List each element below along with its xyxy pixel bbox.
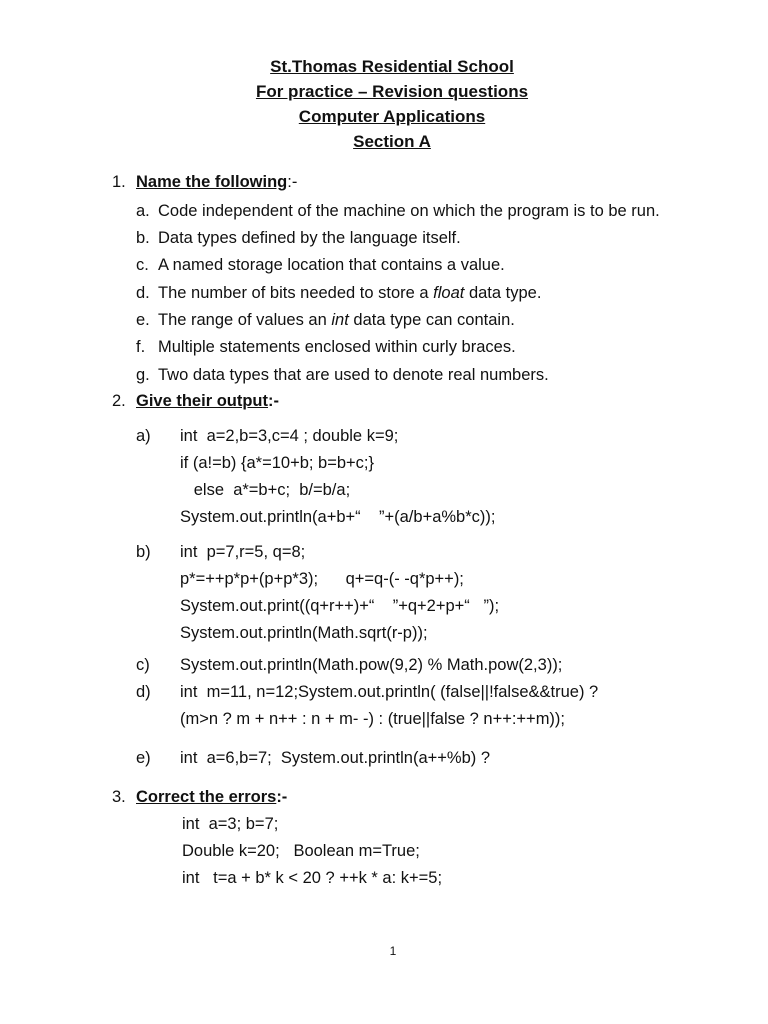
q2-part-label: b) xyxy=(136,543,151,561)
q3-heading-suffix: :- xyxy=(276,788,288,806)
code-line: System.out.println(a+b+“ ”+(a/b+a%b*c)); xyxy=(180,508,496,526)
code-line: if (a!=b) {a*=10+b; b=b+c;} xyxy=(180,454,375,472)
q1-item-text-pre: The number of bits needed to store a xyxy=(158,284,434,302)
code-line: else a*=b+c; b/=b/a; xyxy=(180,481,351,499)
code-line: int p=7,r=5, q=8; xyxy=(180,543,306,561)
school-title: St.Thomas Residential School xyxy=(270,57,514,76)
q1-item-letter: g. xyxy=(136,366,150,384)
q1-item-letter: a. xyxy=(136,202,150,220)
purpose-title: For practice – Revision questions xyxy=(255,82,529,101)
q1-item-text: Code independent of the machine on which the program is to be run. xyxy=(158,202,660,220)
q1-item-text-post: data type can contain. xyxy=(348,311,515,329)
q1-item-text-em: float xyxy=(433,284,465,302)
q1-item-text: Two data types that are used to denote real numbers. xyxy=(158,366,549,384)
code-line: System.out.println(Math.pow(9,2) % Math.pow(2,3)); xyxy=(180,656,563,674)
q2-heading-text: Give their output xyxy=(136,392,268,410)
q2-part-label: a) xyxy=(136,427,151,445)
code-line: p*=++p*p+(p+p*3); q+=q-(- -q*p++); xyxy=(180,570,464,588)
q2-part-label: e) xyxy=(136,749,151,767)
code-line: int a=6,b=7; System.out.println(a++%b) ? xyxy=(180,749,491,767)
code-line: System.out.println(Math.sqrt(r-p)); xyxy=(180,624,428,642)
code-line: System.out.print((q+r++)+“ ”+q+2+p+“ ”); xyxy=(180,597,500,615)
q2-heading-suffix: :- xyxy=(268,392,279,410)
code-line: (m>n ? m + n++ : n + m- -) : (true||false ? n++:++m)); xyxy=(180,710,566,728)
q1-item-letter: e. xyxy=(136,311,150,329)
section-title: Section A xyxy=(353,132,431,151)
q1-item-letter: c. xyxy=(136,256,149,274)
q1-item-text xyxy=(158,311,515,330)
code-line: int t=a + b* k < 20 ? ++k * a: k+=5; xyxy=(182,869,443,887)
q1-item-text-em: int xyxy=(331,311,349,329)
q2-part-label: d) xyxy=(136,683,151,701)
q3-heading-text: Correct the errors xyxy=(136,788,277,806)
q1-item-text-pre: The range of values an xyxy=(158,311,332,329)
q2-part-label: c) xyxy=(136,656,150,674)
q1-heading-text: Name the following xyxy=(136,173,288,191)
q1-item-text-post: data type. xyxy=(464,284,542,302)
q1-number: 1. xyxy=(112,173,126,191)
q1-item-letter: f. xyxy=(136,338,146,356)
code-line: Double k=20; Boolean m=True; xyxy=(182,842,420,860)
q1-item-text: Multiple statements enclosed within curly braces. xyxy=(158,338,516,356)
code-line: int m=11, n=12;System.out.println( (false||!false&&true) ? xyxy=(180,683,599,701)
page-number: 1 xyxy=(389,944,397,958)
q2-heading xyxy=(136,392,279,411)
q1-heading-suffix: :- xyxy=(287,173,298,191)
q1-item-letter: b. xyxy=(136,229,150,247)
code-line: int a=2,b=3,c=4 ; double k=9; xyxy=(180,427,399,445)
code-line: int a=3; b=7; xyxy=(182,815,279,833)
q1-heading xyxy=(136,173,297,192)
q2-number: 2. xyxy=(112,392,126,410)
q1-item-text: Data types defined by the language itself. xyxy=(158,229,461,247)
q3-number: 3. xyxy=(112,788,126,806)
subject-title: Computer Applications xyxy=(298,107,486,126)
q1-item-letter: d. xyxy=(136,284,150,302)
q1-item-text: A named storage location that contains a value. xyxy=(158,256,505,274)
q3-heading xyxy=(136,788,287,807)
q1-item-text xyxy=(158,284,541,303)
